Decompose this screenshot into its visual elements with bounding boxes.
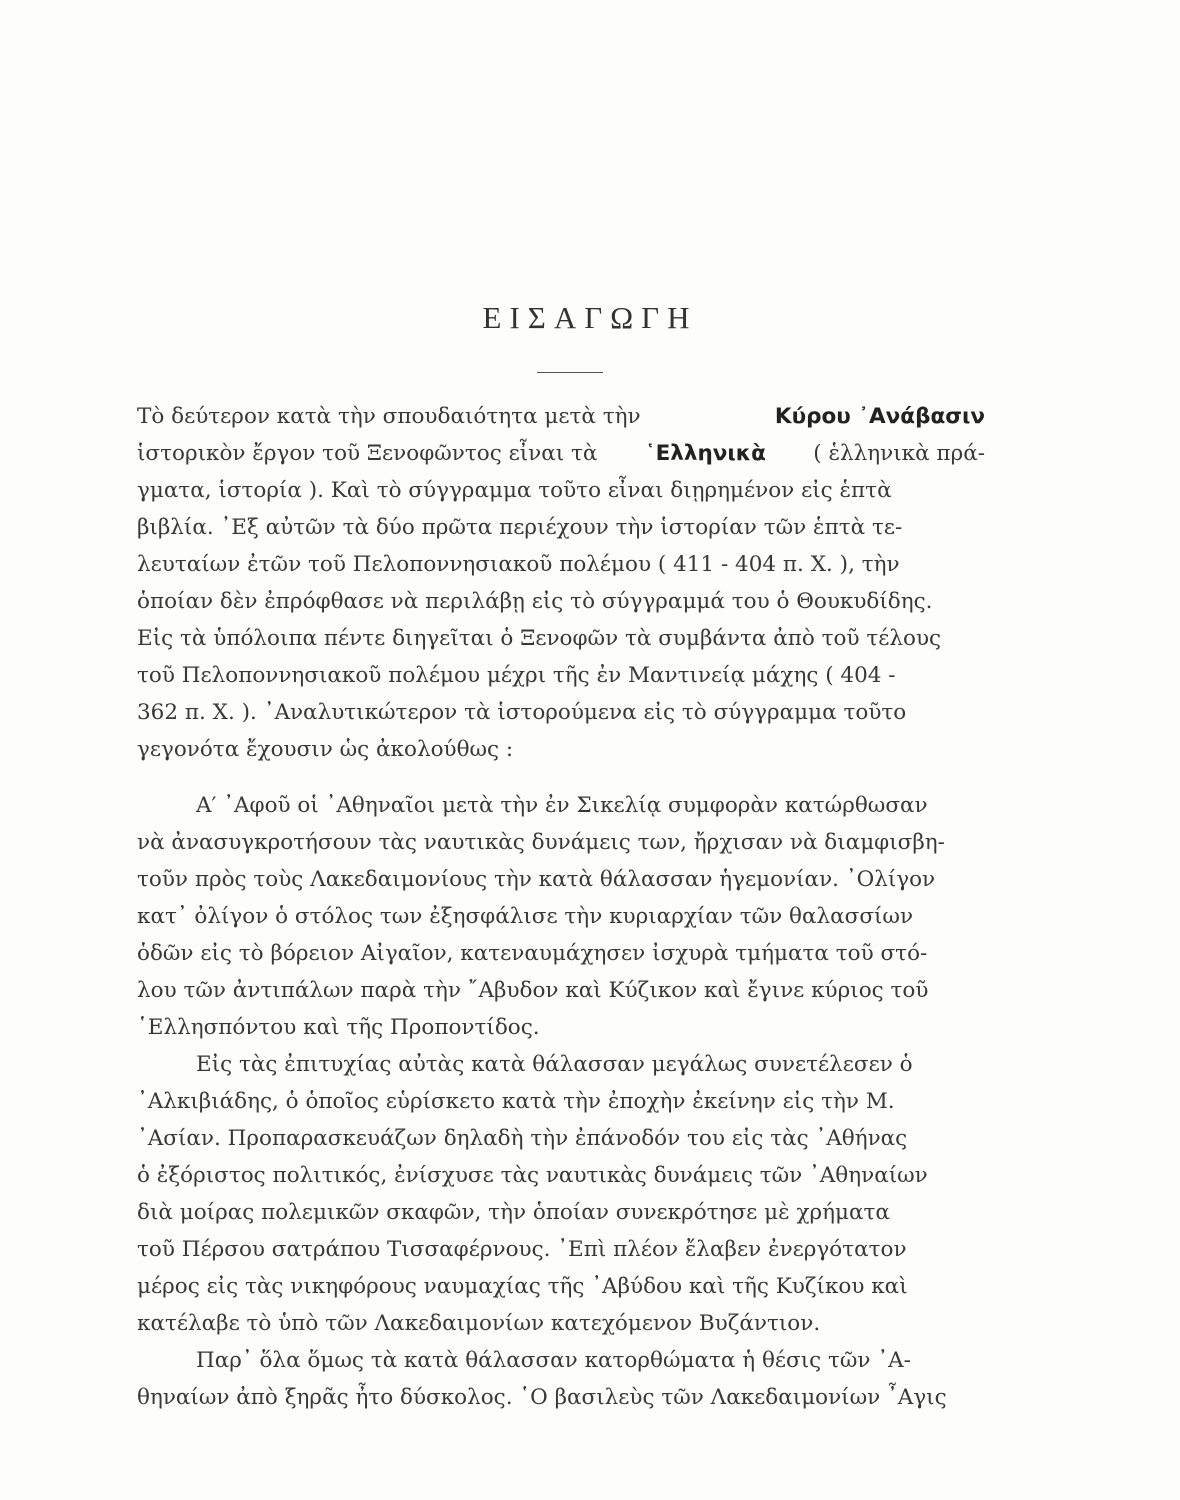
text-line: θηναίων ἀπὸ ξηρᾶς ἦτο δύσκολος. ῾Ο βασιλεὺς τῶν Λακεδαιμονίων ῏Αγις [137,1385,947,1410]
text-line: λου τῶν ἀντιπάλων παρὰ τὴν ῎Αβυδον καὶ Κύζικον καὶ ἔγινε κύριος τοῦ [137,978,929,1003]
text-line: λευταίων ἐτῶν τοῦ Πελοποννησιακοῦ πολέμου ( 411 - 404 π. Χ. ), τὴν [137,552,900,577]
text-line: ὁ ἐξόριστος πολιτικός, ἐνίσχυσε τὰς ναυτικὰς δυνάμεις τῶν ᾿Αθηναίων [137,1163,928,1188]
text-line: 362 π. Χ. ). ᾿Αναλυτικώτερον τὰ ἱστορούμενα εἰς τὸ σύγγραμμα τοῦτο [137,700,907,725]
title-rule [537,372,603,373]
text-line: νὰ ἀνασυγκροτήσουν τὰς ναυτικὰς δυνάμεις των, ἤρχισαν νὰ διαμφισβη- [137,830,945,855]
text-line: ᾿Ασίαν. Προπαρασκευάζων δηλαδὴ τὴν ἐπάνοδόν του εἰς τὰς ᾿Αθήνας [137,1126,908,1151]
text-line: ᾿Αλκιβιάδης, ὁ ὁποῖος εὑρίσκετο κατὰ τὴν ἐποχὴν ἐκείνην εἰς τὴν Μ. [137,1089,895,1114]
work-title-hellenica: ῾Ελληνικὰ [644,441,766,466]
text-line: ὁδῶν εἰς τὸ βόρειον Αἰγαῖον, κατεναυμάχησεν ἰσχυρὰ τμήματα τοῦ στό- [137,941,928,966]
text-line: τοῦ Πέρσου σατράπου Τισσαφέρνους. ᾿Επὶ πλέον ἔλαβεν ἐνεργότατον [137,1237,907,1262]
text-line: ἱστορικὸν ἔργον τοῦ Ξενοφῶντος εἶναι τὰ ῾Ελληνικὰ ( ἑλληνικὰ πρά- [137,435,985,472]
text-line: Παρ᾿ ὅλα ὅμως τὰ κατὰ θάλασσαν κατορθώματα ἡ θέσις τῶν ᾿Α- [196,1348,911,1373]
text-line: Εἰς τὰς ἐπιτυχίας αὐτὰς κατὰ θάλασσαν μεγάλως συνετέλεσεν ὁ [196,1052,913,1077]
text-line: ῾Ελλησπόντου καὶ τῆς Προποντίδος. [137,1015,540,1040]
text-line: ὁποίαν δὲν ἐπρόφθασε νὰ περιλάβῃ εἰς τὸ σύγγραμμά του ὁ Θουκυδίδης. [137,589,933,614]
text-line: τοῦν πρὸς τοὺς Λακεδαιμονίους τὴν κατὰ θάλασσαν ἡγεμονίαν. ᾿Ολίγον [137,867,936,892]
text-line: κατ᾿ ὀλίγον ὁ στόλος των ἐξησφάλισε τὴν κυριαρχίαν τῶν θαλασσίων [137,904,914,929]
intro-paragraph [137,398,985,768]
text-line: Τὸ δεύτερον κατὰ τὴν σπουδαιότητα μετὰ τὴν Κύρου ᾿Ανάβασιν [137,398,985,435]
text-line: μέρος εἰς τὰς νικηφόρους ναυμαχίας τῆς ᾿Αβύδου καὶ τῆς Κυζίκου καὶ [137,1274,908,1299]
text-line: Εἰς τὰ ὑπόλοιπα πέντε διηγεῖται ὁ Ξενοφῶν τὰ συμβάντα ἀπὸ τοῦ τέλους [137,626,942,651]
text-line: τοῦ Πελοποννησιακοῦ πολέμου μέχρι τῆς ἐν Μαντινείᾳ μάχης ( 404 - [137,663,896,688]
text-line: διὰ μοίρας πολεμικῶν σκαφῶν, τὴν ὁποίαν συνεκρότησε μὲ χρήματα [137,1200,890,1225]
section-a [137,787,985,1416]
text-line: γματα, ἱστορία ). Καὶ τὸ σύγγραμμα τοῦτο εἶναι διῃρημένον εἰς ἑπτὰ [137,478,892,503]
work-title-anabasis: Κύρου ᾿Ανάβασιν [774,404,985,429]
text-line: κατέλαβε τὸ ὑπὸ τῶν Λακεδαιμονίων κατεχόμενον Βυζάντιον. [137,1311,821,1336]
text-line: Α′ ᾿Αφοῦ οἱ ᾿Αθηναῖοι μετὰ τὴν ἐν Σικελίᾳ συμφορὰν κατώρθωσαν [196,793,928,818]
text-line: γεγονότα ἔχουσιν ὡς ἀκολούθως : [137,737,514,762]
chapter-title: ΕΙΣΑΓΩΓΗ [482,300,698,335]
text-line: βιβλία. ᾿Εξ αὐτῶν τὰ δύο πρῶτα περιέχουν τὴν ἱστορίαν τῶν ἑπτὰ τε- [137,515,903,540]
